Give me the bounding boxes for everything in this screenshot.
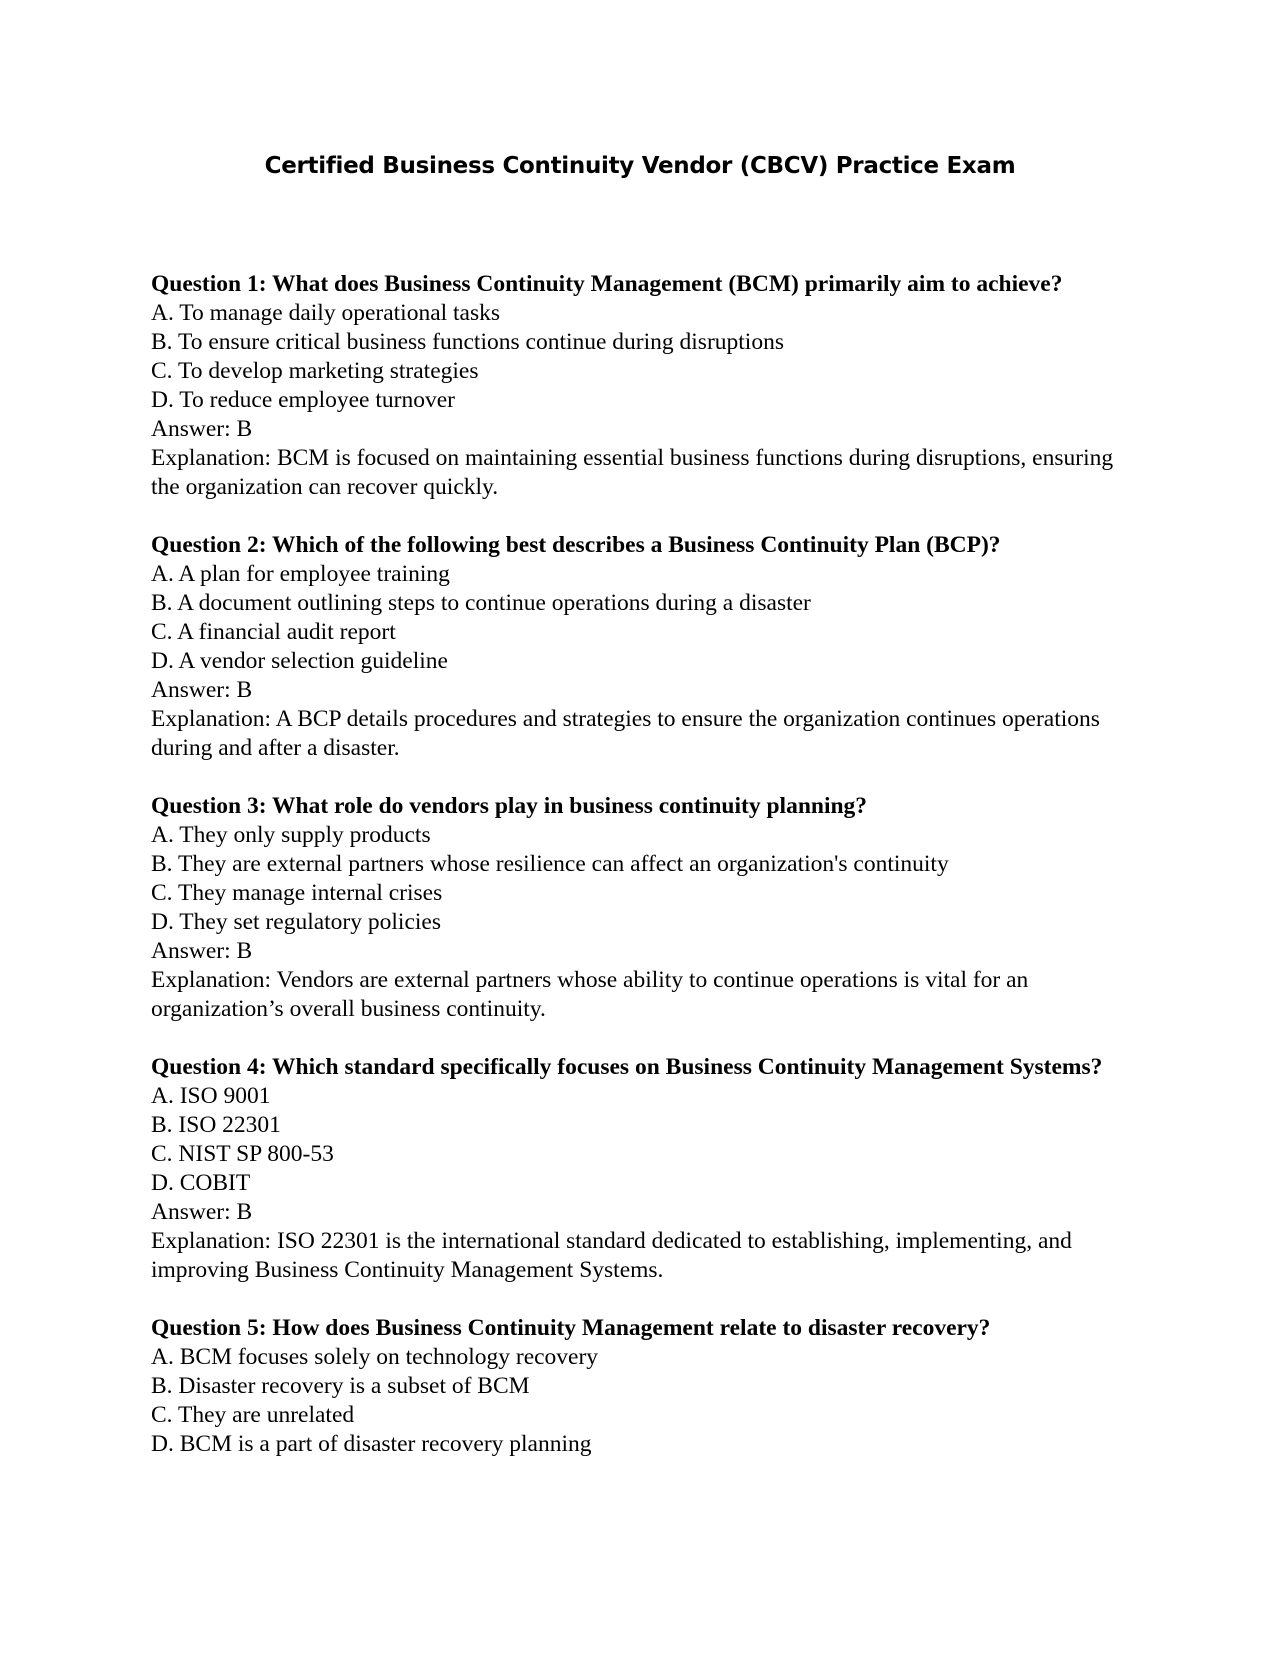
answer-option: A. ISO 9001 — [151, 1083, 271, 1109]
answer-option: A. BCM focuses solely on technology recovery — [151, 1344, 599, 1370]
answer-option: A. A plan for employee training — [151, 561, 450, 587]
answer-option: D. To reduce employee turnover — [151, 387, 455, 413]
question-text: Question 2: Which of the following best describes a Business Continuity Plan (BCP)? — [151, 532, 1001, 558]
answer-option: C. They are unrelated — [151, 1402, 355, 1428]
answer-option: B. ISO 22301 — [151, 1112, 281, 1138]
question-list — [151, 270, 1131, 1488]
explanation: Explanation: Vendors are external partners whose ability to continue operations is vital for an organization’s overall business continuity. — [151, 967, 1029, 1022]
question-text: Question 1: What does Business Continuity Management (BCM) primarily aim to achieve? — [151, 271, 1063, 297]
answer-option: C. NIST SP 800-53 — [151, 1141, 334, 1167]
answer-option: D. COBIT — [151, 1170, 251, 1196]
answer-option: A. They only supply products — [151, 822, 431, 848]
document-title: Certified Business Continuity Vendor (CBCV) Practice Exam — [264, 153, 1016, 179]
answer-option: B. To ensure critical business functions continue during disruptions — [151, 329, 784, 355]
correct-answer: Answer: B — [151, 416, 253, 442]
explanation: Explanation: BCM is focused on maintaining essential business functions during disruptions, ensuring the organization can recover quickly. — [151, 445, 1114, 500]
question-text: Question 3: What role do vendors play in business continuity planning? — [151, 793, 868, 819]
question-text: Question 4: Which standard specifically focuses on Business Continuity Management Systems? — [151, 1054, 1103, 1080]
question-block-2 — [151, 531, 1131, 763]
question-block-5 — [151, 1314, 1131, 1459]
answer-option: B. A document outlining steps to continue operations during a disaster — [151, 590, 811, 616]
answer-option: B. They are external partners whose resilience can affect an organization's continuity — [151, 851, 949, 877]
question-text: Question 5: How does Business Continuity Management relate to disaster recovery? — [151, 1315, 991, 1341]
answer-option: D. They set regulatory policies — [151, 909, 441, 935]
explanation: Explanation: ISO 22301 is the international standard dedicated to establishing, implementing, and improving Business Continuity Management Systems. — [151, 1228, 1072, 1283]
answer-option: C. They manage internal crises — [151, 880, 443, 906]
answer-option: D. BCM is a part of disaster recovery planning — [151, 1431, 592, 1457]
answer-option: C. To develop marketing strategies — [151, 358, 479, 384]
question-block-1 — [151, 270, 1131, 502]
answer-option: B. Disaster recovery is a subset of BCM — [151, 1373, 530, 1399]
question-block-4 — [151, 1053, 1131, 1285]
correct-answer: Answer: B — [151, 938, 253, 964]
correct-answer: Answer: B — [151, 1199, 253, 1225]
question-block-3 — [151, 792, 1131, 1024]
answer-option: A. To manage daily operational tasks — [151, 300, 501, 326]
explanation: Explanation: A BCP details procedures and strategies to ensure the organization continues operations during and after a disaster. — [151, 706, 1100, 761]
answer-option: C. A financial audit report — [151, 619, 396, 645]
answer-option: D. A vendor selection guideline — [151, 648, 448, 674]
correct-answer: Answer: B — [151, 677, 253, 703]
